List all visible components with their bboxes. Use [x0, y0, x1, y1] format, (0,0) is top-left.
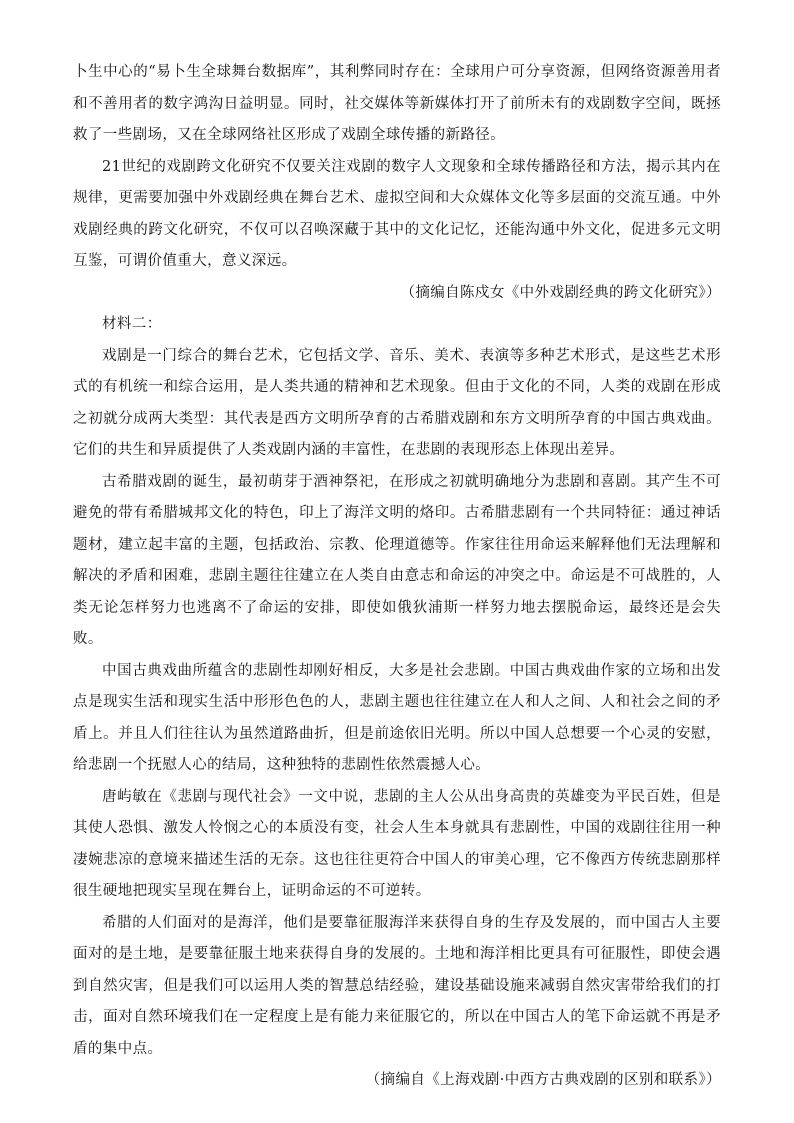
- material2-heading: 材料二：: [102, 316, 162, 332]
- material2-source: （摘编自《上海戏剧·中西方古典戏剧的区别和联系》）: [365, 1072, 721, 1088]
- material2-paragraph-1: 戏剧是一门综合的舞台艺术，它包括文学、音乐、美术、表演等多种艺术形式，是这些艺术形式的有机统一和综合运用，是人类共通的精神和艺术现象。但由于文化的不同，人类的戏剧在形成之初就分成两大类型：其代表是西方文明所孕育的古希腊戏剧和东方文明所孕育的中国古典戏曲。它们的共生和异质提供了人类戏剧内涵的丰富性，在悲剧的表现形态上体现出差异。: [73, 347, 721, 458]
- material1-source: （摘编自陈戍女《中外戏剧经典的跨文化研究》）: [400, 284, 721, 301]
- material2-paragraph-4: 唐屿敏在《悲剧与现代社会》一文中说，悲剧的主人公从出身高贵的英雄变为平民百姓，但是其使人恐惧、激发人怜悯之心的本质没有变，社会人生本身就具有悲剧性，中国的戏剧往往用一种凄婉悲凉的意境来描述生活的无奈。这也往往更符合中国人的审美心理，它不像西方传统悲剧那样很生硬地把现实呈现在舞台上，证明命运的不可逆转。: [73, 788, 721, 899]
- material2-paragraph-5: 希腊的人们面对的是海洋，他们是要靠征服海洋来获得自身的生存及发展的，而中国古人主要面对的是土地，是要靠征服土地来获得自身的发展的。土地和海洋相比更具有可征服性，即使会遇到自然灾害，但是我们可以运用人类的智慧总结经验，建设基础设施来减弱自然灾害带给我们的打击，面对自然环境我们在一定程度上是有能力来征服它的，所以在中国古人的笔下命运就不再是矛盾的集中点。: [73, 914, 721, 1057]
- material2-paragraph-2: 古希腊戏剧的诞生，最初萌芽于酒神祭祀，在形成之初就明确地分为悲剧和喜剧。其产生不可避免的带有希腊城邦文化的特色，印上了海洋文明的烙印。古希腊悲剧有一个共同特征：通过神话题材，建立起丰富的主题，包括政治、宗教、伦理道德等。作家往往用命运来解释他们无法理解和解决的矛盾和困难，悲剧主题往往建立在人类自由意志和命运的冲突之中。命运是不可战胜的，人类无论怎样努力也逃离不了命运的安排，即使如俄狄浦斯一样努力地去摆脱命运，最终还是会失败。: [73, 473, 721, 647]
- document-page: [73, 57, 721, 1097]
- material2-paragraph-3: 中国古典戏曲所蕴含的悲剧性却刚好相反，大多是社会悲剧。中国古典戏曲作家的立场和出发点是现实生活和现实生活中形形色色的人，悲剧主题也往往建立在人和人之间、人和社会之间的矛盾上。并且人们往往认为虽然道路曲折，但是前途依旧光明。所以中国人总想要一个心灵的安慰，给悲剧一个抚慰人心的结局，这种独特的悲剧性依然震撼人心。: [73, 662, 721, 773]
- material1-paragraph-2: 21世纪的戏剧跨文化研究不仅要关注戏剧的数字人文现象和全球传播路径和方法，揭示其内在规律，更需要加强中外戏剧经典在舞台艺术、虚拟空间和大众媒体文化等多层面的交流互通。中外戏剧经典的跨文化研究，不仅可以召唤深藏于其中的文化记忆，还能沟通中外文化，促进多元文明互鉴，可谓价值重大，意义深远。: [73, 158, 721, 269]
- material1-paragraph-1: 卜生中心的“易卜生全球舞台数据库”，其利弊同时存在：全球用户可分享资源，但网络资源善用者和不善用者的数字鸿沟日益明显。同时，社交媒体等新媒体打开了前所未有的戏剧数字空间，既拯救了一些剧场，又在全球网络社区形成了戏剧全球传播的新路径。: [73, 64, 721, 143]
